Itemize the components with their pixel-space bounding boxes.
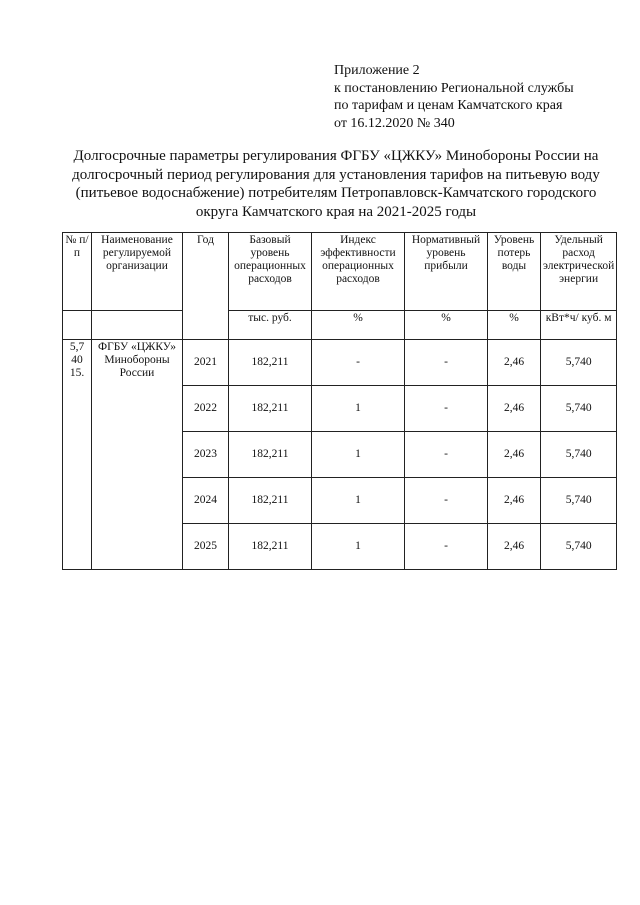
appendix-line: от 16.12.2020 № 340 [334, 115, 455, 131]
cell-base: 182,211 [229, 386, 312, 432]
unit-loss: % [488, 311, 541, 340]
cell-loss: 2,46 [488, 432, 541, 478]
cell-base: 182,211 [229, 432, 312, 478]
title-line: Долгосрочные параметры регулирования ФГБУ «ЦЖКУ» Минобороны России на [73, 148, 599, 164]
cell-year: 2022 [183, 386, 229, 432]
title-line: долгосрочный период регулирования для установления тарифов на питьевую воду [72, 166, 600, 183]
cell-base: 182,211 [229, 478, 312, 524]
cell-profit: - [405, 432, 488, 478]
appendix-block [334, 62, 574, 132]
unit-profit: % [405, 311, 488, 340]
cell-profit: - [405, 524, 488, 570]
header-org: Наименование регулируемой организации [92, 233, 183, 311]
cell-profit: - [405, 478, 488, 524]
cell-energy: 5,740 [541, 478, 617, 524]
cell-base: 182,211 [229, 524, 312, 570]
appendix-line: к постановлению Региональной службы [334, 80, 574, 96]
cell-energy: 5,740 [541, 340, 617, 386]
cell-year: 2025 [183, 524, 229, 570]
unit-base: тыс. руб. [229, 311, 312, 340]
cell-energy: 5,740 [541, 524, 617, 570]
cell-index: 1 [312, 478, 405, 524]
table-row [63, 340, 617, 386]
cell-year: 2021 [183, 340, 229, 386]
cell-profit: - [405, 386, 488, 432]
cell-loss: 2,46 [488, 524, 541, 570]
title-line: округа Камчатского края на 2021-2025 годы [195, 203, 477, 220]
header-energy: Удельный расход электрической энергии [541, 233, 617, 311]
appendix-line: по тарифам и ценам Камчатского края [334, 98, 563, 113]
cell-year: 2024 [183, 478, 229, 524]
cell-energy: 5,740 [541, 432, 617, 478]
cell-loss: 2,46 [488, 340, 541, 386]
cell-index: 1 [312, 386, 405, 432]
unit-empty [92, 311, 183, 340]
unit-energy: кВт*ч/ куб. м [541, 311, 617, 340]
cell-loss: 2,46 [488, 386, 541, 432]
org-name: ФГБУ «ЦЖКУ» Минобороны России [92, 340, 183, 570]
header-index: Индекс эффективности операционных расходов [312, 233, 405, 311]
title-line: (питьевое водоснабжение) потребителям Петропавловск-Камчатского городского [75, 185, 597, 201]
unit-index: % [312, 311, 405, 340]
cell-profit: - [405, 340, 488, 386]
unit-empty [63, 311, 92, 340]
header-year: Год [183, 233, 229, 340]
cell-energy: 5,740 [541, 386, 617, 432]
units-row [63, 311, 617, 340]
header-profit: Нормативный уровень прибыли [405, 233, 488, 311]
cell-loss: 2,46 [488, 478, 541, 524]
header-row [63, 233, 617, 311]
appendix-line: Приложение 2 [334, 63, 420, 78]
cell-year: 2023 [183, 432, 229, 478]
cell-base: 182,211 [229, 340, 312, 386]
cell-index: 1 [312, 524, 405, 570]
cell-index: - [312, 340, 405, 386]
header-loss: Уровень потерь воды [488, 233, 541, 311]
row-number: 5,7 40 15. [63, 340, 92, 570]
header-base: Базовый уровень операционных расходов [229, 233, 312, 311]
parameters-table [62, 232, 617, 570]
document-title [62, 147, 610, 221]
cell-index: 1 [312, 432, 405, 478]
header-num: № п/п [63, 233, 92, 311]
